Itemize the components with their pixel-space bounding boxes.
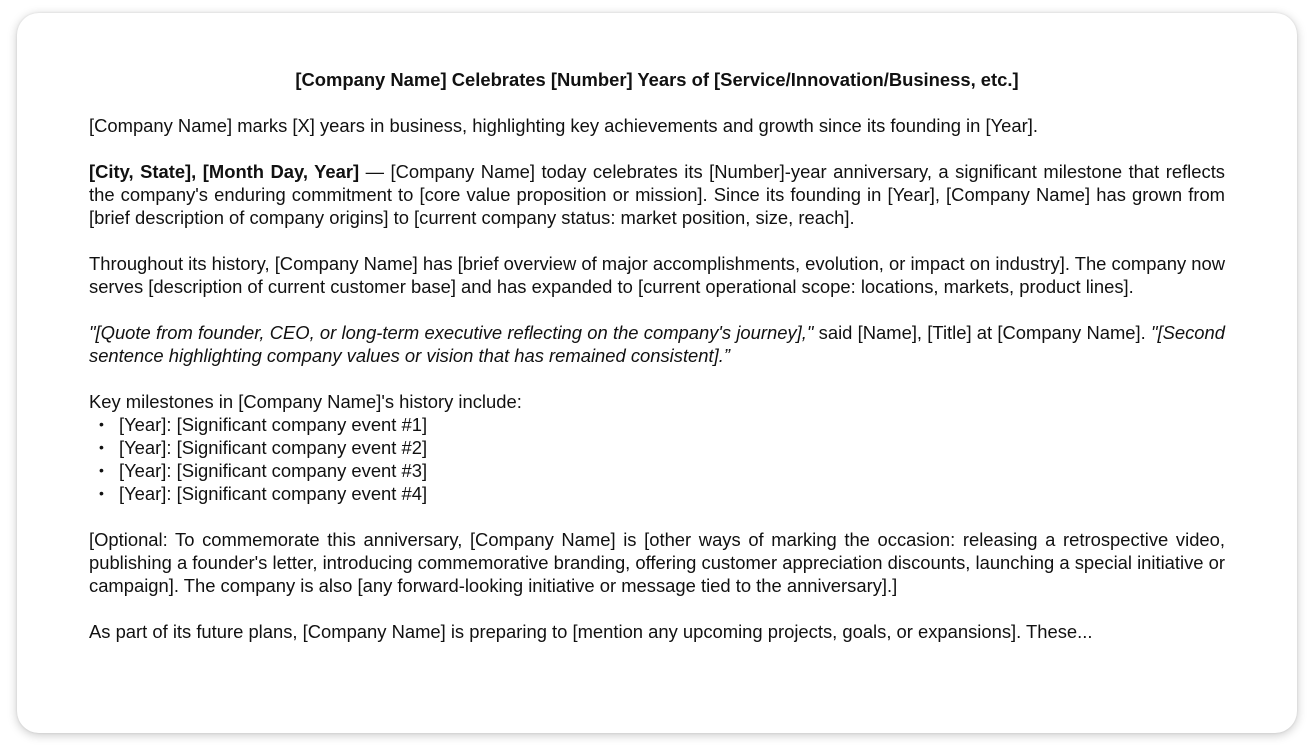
list-item	[89, 413, 1225, 436]
quote-part-2: "[Second sentence highlighting company values or vision that has remained consistent].”	[89, 322, 1225, 366]
document-card	[17, 13, 1297, 733]
press-release-document	[89, 68, 1225, 643]
bullet-icon: •	[99, 439, 104, 455]
dateline: [City, State], [Month Day, Year]	[89, 161, 360, 182]
quote-paragraph	[89, 321, 1225, 367]
quote-attribution: said [Name], [Title] at [Company Name].	[813, 322, 1151, 343]
list-item	[89, 436, 1225, 459]
quote-part-1: "[Quote from founder, CEO, or long-term executive reflecting on the company's journey],"	[89, 322, 814, 343]
bullet-icon: •	[99, 485, 104, 501]
milestones-intro: Key milestones in [Company Name]'s history include:	[89, 391, 522, 412]
history-paragraph: Throughout its history, [Company Name] has [brief overview of major accomplishments, evolution, or impact on industry]. The company now serves [description of current customer base] and has expanded to [current operational scope: locations, markets, product lines].	[89, 253, 1225, 297]
milestone-text: [Year]: [Significant company event #3]	[119, 460, 428, 481]
bullet-icon: •	[99, 462, 104, 478]
milestones-list	[89, 413, 1225, 505]
list-item	[89, 482, 1225, 505]
milestone-text: [Year]: [Significant company event #2]	[119, 437, 428, 458]
future-paragraph: As part of its future plans, [Company Name] is preparing to [mention any upcoming projects, goals, or expansions]. These...	[89, 621, 1093, 642]
optional-paragraph: [Optional: To commemorate this anniversary, [Company Name] is [other ways of marking the occasion: releasing a retrospective video, publishing a founder's letter, introducing commemorative branding, offering customer appreciation discounts, launching a special initiative or campaign]. The company is also [any forward-looking initiative or message tied to the anniversary].]	[89, 529, 1225, 596]
milestone-text: [Year]: [Significant company event #4]	[119, 483, 428, 504]
subheadline: [Company Name] marks [X] years in business, highlighting key achievements and growth since its founding in [Year].	[89, 115, 1038, 136]
lead-paragraph	[89, 160, 1225, 229]
lead-paragraph-text: — [Company Name] today celebrates its [Number]-year anniversary, a significant milestone that reflects the company's enduring commitment to [core value proposition or mission]. Since its founding in [Year], [Company Name] has grown from [brief description of company origins] to [current company status: market position, size, reach].	[89, 161, 1225, 228]
list-item	[89, 459, 1225, 482]
milestone-text: [Year]: [Significant company event #1]	[119, 414, 428, 435]
bullet-icon: •	[99, 416, 104, 432]
document-title: [Company Name] Celebrates [Number] Years of [Service/Innovation/Business, etc.]	[295, 69, 1019, 90]
